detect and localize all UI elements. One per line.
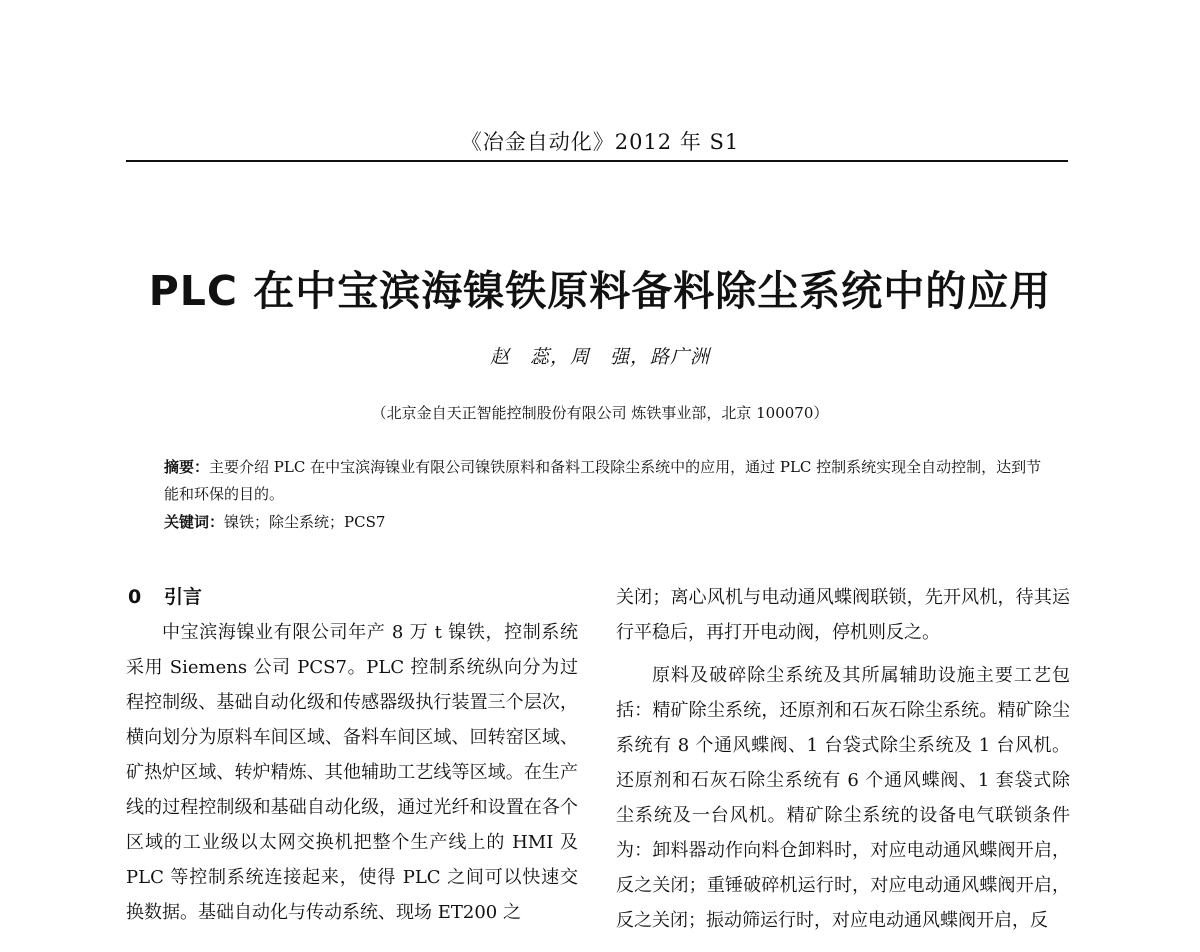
right-column	[616, 580, 1070, 938]
journal-header: 《冶金自动化》2012 年 S1	[460, 130, 740, 154]
left-paragraph-1: 中宝滨海镍业有限公司年产 8 万 t 镍铁，控制系统采用 Siemens 公司 PCS7。PLC 控制系统纵向分为过程控制级、基础自动化级和传感器级执行装置三个层次，横向划分为原料车间区域、备料车间区域、回转窑区域、矿热炉区域、转炉精炼、其他辅助工艺线等区域。在生产线的过程控制级和基础自动化级，通过光纤和设置在各个区域的工业级以太网交换机把整个生产线上的 HMI 及 PLC 等控制系统连接起来，使得 PLC 之间可以快速交换数据。基础自动化与传动系统、现场 ET200 之	[126, 622, 578, 923]
paper-title: PLC 在中宝滨海镍铁原料备料除尘系统中的应用	[148, 267, 1052, 315]
authors: 赵 蕊，周 强，路广洲	[489, 346, 710, 368]
left-column	[126, 580, 578, 930]
keywords-label: 关键词：	[164, 513, 225, 531]
abstract-label: 摘要：	[164, 458, 210, 476]
affiliation: （北京金自天正智能控制股份有限公司 炼铁事业部，北京 100070）	[371, 404, 829, 422]
abstract-text: 主要介绍 PLC 在中宝滨海镍业有限公司镍铁原料和备料工段除尘系统中的应用，通过 PLC 控制系统实现全自动控制，达到节能和环保的目的。	[164, 458, 1042, 503]
abstract	[164, 454, 1044, 508]
section-heading	[128, 580, 578, 615]
section-number: 0	[128, 586, 142, 608]
keywords-text: 镍铁；除尘系统；PCS7	[224, 513, 386, 531]
header-rule	[126, 160, 1068, 162]
keywords	[164, 509, 1044, 536]
right-paragraph-1: 关闭；离心风机与电动通风蝶阀联锁，先开风机，待其运行平稳后，再打开电动阀，停机则反之。	[616, 587, 1070, 643]
section-title: 引言	[164, 586, 203, 608]
right-paragraph-2: 原料及破碎除尘系统及其所属辅助设施主要工艺包括：精矿除尘系统，还原剂和石灰石除尘系统。精矿除尘系统有 8 个通风蝶阀、1 台袋式除尘系统及 1 台风机。还原剂和石灰石除尘系统有 6 个通风蝶阀、1 套袋式除尘系统及一台风机。精矿除尘系统的设备电气联锁条件为：卸料器动作向料仓卸料时，对应电动通风蝶阀开启，反之关闭；重锤破碎机运行时，对应电动通风蝶阀开启，反之关闭；振动筛运行时，对应电动通风蝶阀开启，反	[616, 665, 1070, 931]
